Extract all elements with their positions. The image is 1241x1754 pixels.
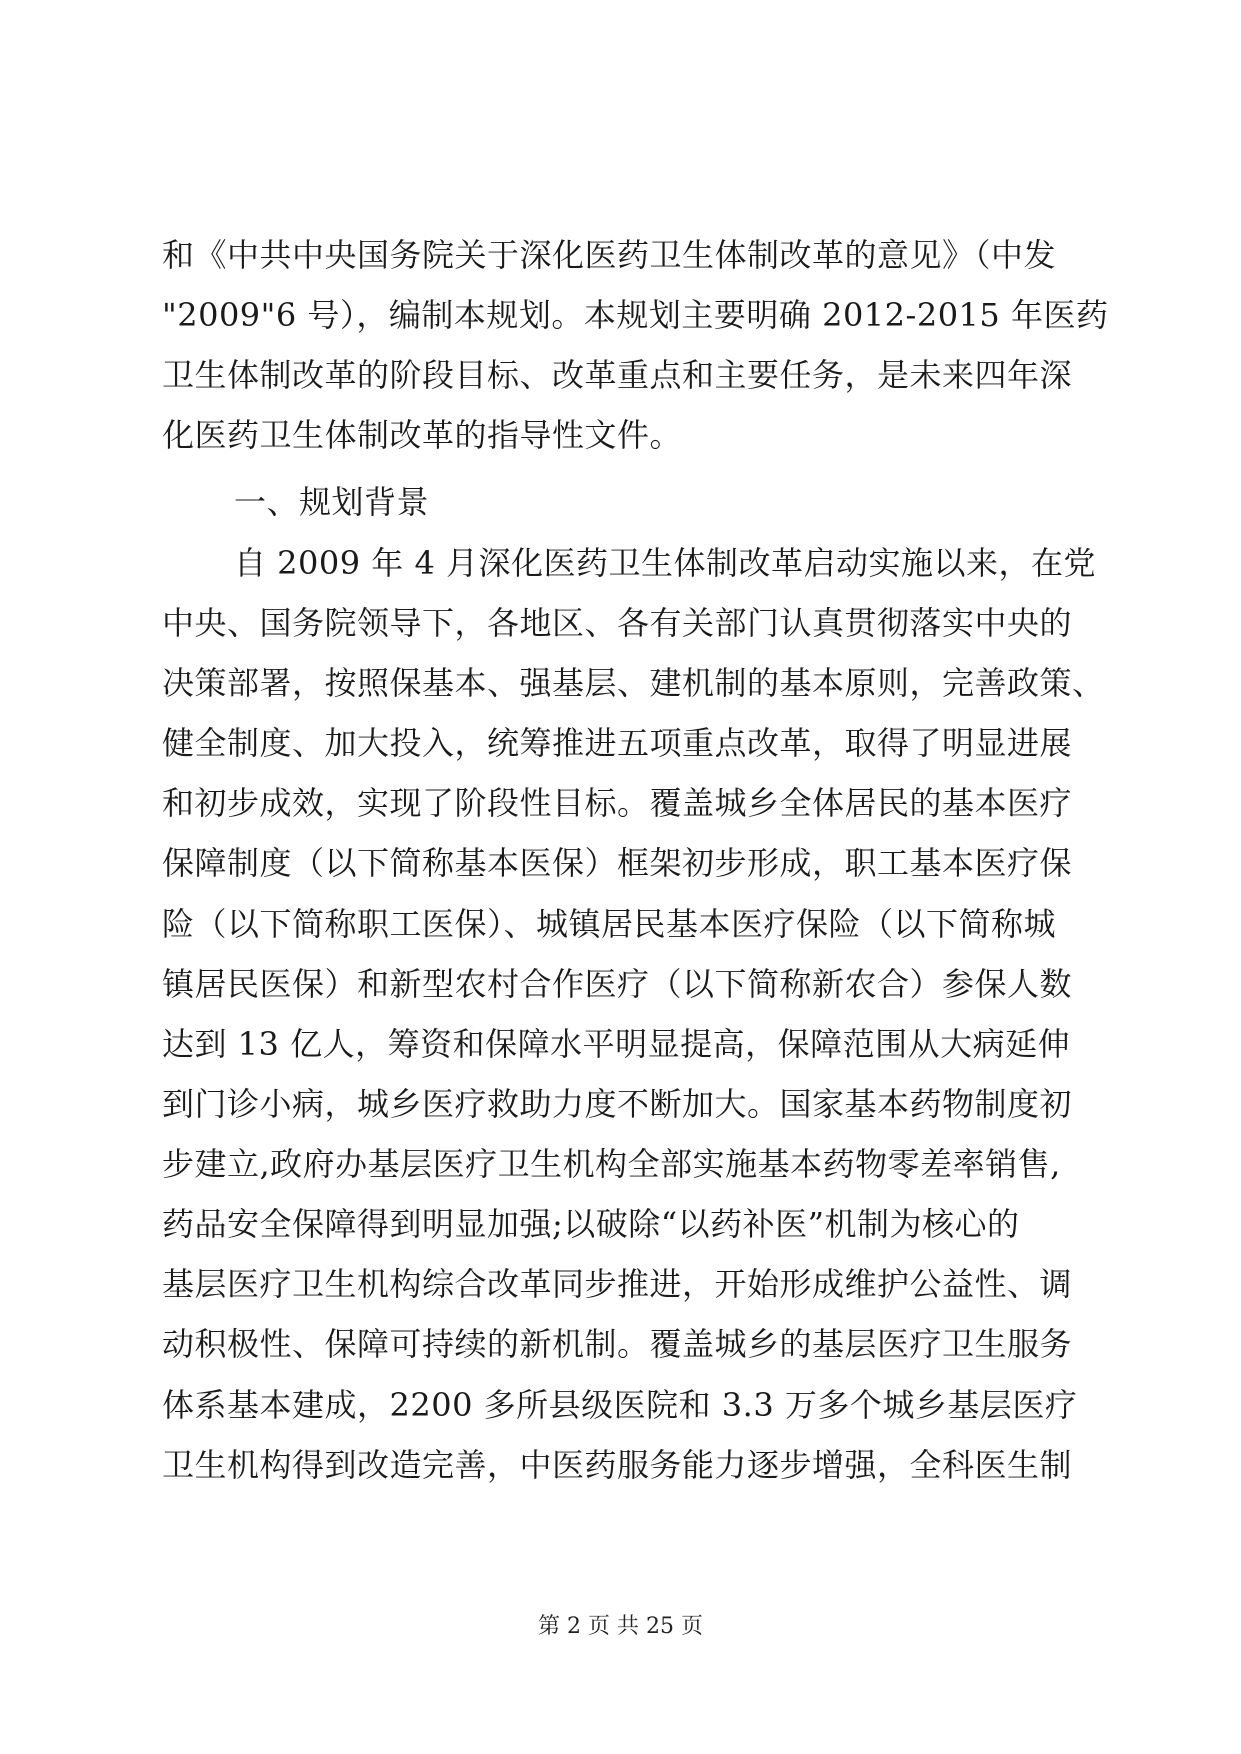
text-line: 体系基本建成，2200 多所县级医院和 3.3 万多个城乡基层医疗	[162, 1386, 1078, 1424]
text-line: 决策部署，按照保基本、强基层、建机制的基本原则，完善政策、	[162, 664, 1105, 702]
text-line: 动积极性、保障可持续的新机制。覆盖城乡的基层医疗卫生服务	[162, 1325, 1073, 1363]
section-heading: 一、规划背景	[234, 483, 430, 521]
text-line: 保障制度（以下简称基本医保）框架初步形成，职工基本医疗保	[162, 844, 1073, 882]
text-line: 化医药卫生体制改革的指导性文件。	[162, 416, 683, 454]
text-line: 到门诊小病，城乡医疗救助力度不断加大。国家基本药物制度初	[162, 1085, 1073, 1123]
text-line: 药品安全保障得到明显加强;以破除“以药补医”机制为核心的	[162, 1205, 1020, 1243]
text-line: 达到 13 亿人，筹资和保障水平明显提高，保障范围从大病延伸	[162, 1025, 1071, 1063]
text-line: 险（以下简称职工医保）、城镇居民基本医疗保险（以下简称城	[162, 905, 1057, 943]
text-line: 健全制度、加大投入，统筹推进五项重点改革，取得了明显进展	[162, 724, 1073, 762]
page-footer: 第 2 页 共 25 页	[538, 1614, 703, 1639]
text-line: 步建立,政府办基层医疗卫生机构全部实施基本药物零差率销售,	[162, 1145, 1061, 1183]
text-line: 自 2009 年 4 月深化医药卫生体制改革启动实施以来，在党	[234, 544, 1096, 582]
text-line: 镇居民医保）和新型农村合作医疗（以下简称新农合）参保人数	[162, 965, 1073, 1003]
text-line: 卫生机构得到改造完善，中医药服务能力逐步增强，全科医生制	[162, 1446, 1073, 1484]
text-line: 卫生体制改革的阶段目标、改革重点和主要任务，是未来四年深	[162, 356, 1073, 394]
text-line: 和《中共中央国务院关于深化医药卫生体制改革的意见》（中发	[162, 236, 1057, 274]
text-line: 和初步成效，实现了阶段性目标。覆盖城乡全体居民的基本医疗	[162, 784, 1073, 822]
text-line: 中央、国务院领导下，各地区、各有关部门认真贯彻落实中央的	[162, 604, 1073, 642]
text-line: "2009"6 号），编制本规划。本规划主要明确 2012-2015 年医药	[162, 296, 1109, 334]
text-line: 基层医疗卫生机构综合改革同步推进，开始形成维护公益性、调	[162, 1265, 1073, 1303]
